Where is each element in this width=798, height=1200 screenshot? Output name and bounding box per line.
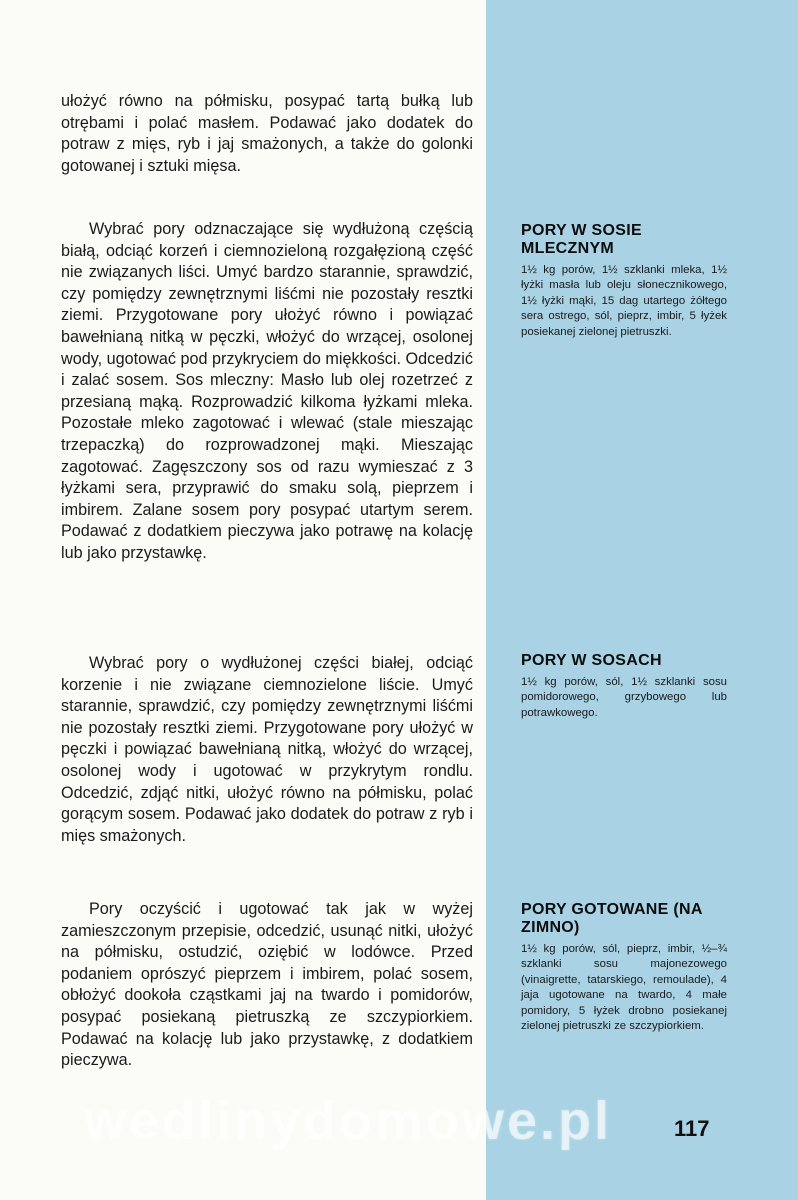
recipe-3-ingredients: 1½ kg porów, sól, pieprz, imbir, ½–¾ szklanki sosu majonezowego (vinaigrette, tatarskiego, remoulade), 4 jaja ugotowane na twardo, 4 małe pomidory, 5 łyżek drobno posiekanej zielonej pietruszki ze szczypiorkiem. (521, 943, 727, 1033)
page-number: 117 (674, 1116, 710, 1141)
recipe-2-box (521, 652, 727, 721)
recipe-3-instructions-text: Pory oczyścić i ugotować tak jak w wyżej zamieszczonym przepisie, odcedzić, usunąć nitki, ułożyć na półmisku, ostudzić, oziębić w lodówce. Przed podaniem oprószyć pieprzem i imbirem, polać sosem, obłożyć dookoła cząstkami jaj na twardo i pomidorów, posypać posiekaną pietruszką ze szczypiorkiem. Podawać na kolację lub jako przystawkę, z dodatkiem pieczywa. (61, 900, 473, 1070)
recipe-1-instructions (61, 219, 473, 565)
recipe-3-title: PORY GOTOWANE (NA ZIMNO) (521, 901, 703, 936)
recipe-2-title: PORY W SOSACH (521, 652, 662, 669)
recipe-2-instructions-text: Wybrać pory o wydłużonej części białej, odciąć korzenie i nie związane ciemnozielone liście. Umyć starannie, sprawdzić, czy pomiędzy zewnętrznymi liśćmi nie pozostały resztki ziemi. Przygotowane pory ułożyć w pęczki i powiązać bawełnianą nitką, włożyć do wrzącej, osolonej wody i ugotować w przykrytym rondlu. Odcedzić, zdjąć nitki, ułożyć równo na półmisku, polać gorącym sosem. Podawać jako dodatek do potraw z ryb i mięs smażonych. (61, 654, 473, 845)
recipe-2-instructions (61, 653, 473, 847)
recipe-1-box (521, 222, 727, 340)
recipe-3-instructions (61, 899, 473, 1072)
recipe-2-ingredients: 1½ kg porów, sól, 1½ szklanki sosu pomidorowego, grzybowego lub potrawkowego. (521, 676, 727, 719)
recipe-1-ingredients: 1½ kg porów, 1½ szklanki mleka, 1½ łyżki masła lub oleju słonecznikowego, 1½ łyżki mąki, 15 dag utartego żółtego sera ostrego, sól, pieprz, imbir, 5 łyżek posiekanej zielonej pietruszki. (521, 264, 727, 338)
recipe-1-instructions-text: Wybrać pory odznaczające się wydłużoną częścią białą, odciąć korzeń i ciemnozieloną rozgałęzioną część nie związanych liści. Umyć bardzo starannie, sprawdzić, czy pomiędzy zewnętrznymi liśćmi nie pozostały resztki ziemi. Przygotowane pory ułożyć równo i powiązać bawełnianą nitką w pęczki, włożyć do wrzącej, osolonej wody, ugotować pod przykryciem do miękkości. Odcedzić i zalać sosem. Sos mleczny: Masło lub olej rozetrzeć z przesianą mąką. Rozprowadzić kilkoma łyżkami mleka. Pozostałe mleko zagotować i wlewać (stale mieszając trzepaczką) do rozprowadzonej mąki. Mieszając zagotować. Zagęszczony sos od razu wymieszać z 3 łyżkami sera, przyprawić do smaku solą, pieprzem i imbirem. Zalane sosem pory posypać utartym serem. Podawać z dodatkiem pieczywa jako potrawę na kolację lub jako przystawkę. (61, 220, 473, 562)
recipe-3-box (521, 901, 727, 1034)
intro-paragraph: ułożyć równo na półmisku, posypać tartą bułką lub otrębami i polać masłem. Podawać jako dodatek do potraw z mięs, ryb i jaj smażonych, a także do golonki gotowanej i sztuki mięsa. (61, 92, 473, 175)
watermark: wedlinydomowe.pl (84, 1091, 613, 1151)
recipe-1-title: PORY W SOSIE MLECZNYM (521, 222, 642, 257)
